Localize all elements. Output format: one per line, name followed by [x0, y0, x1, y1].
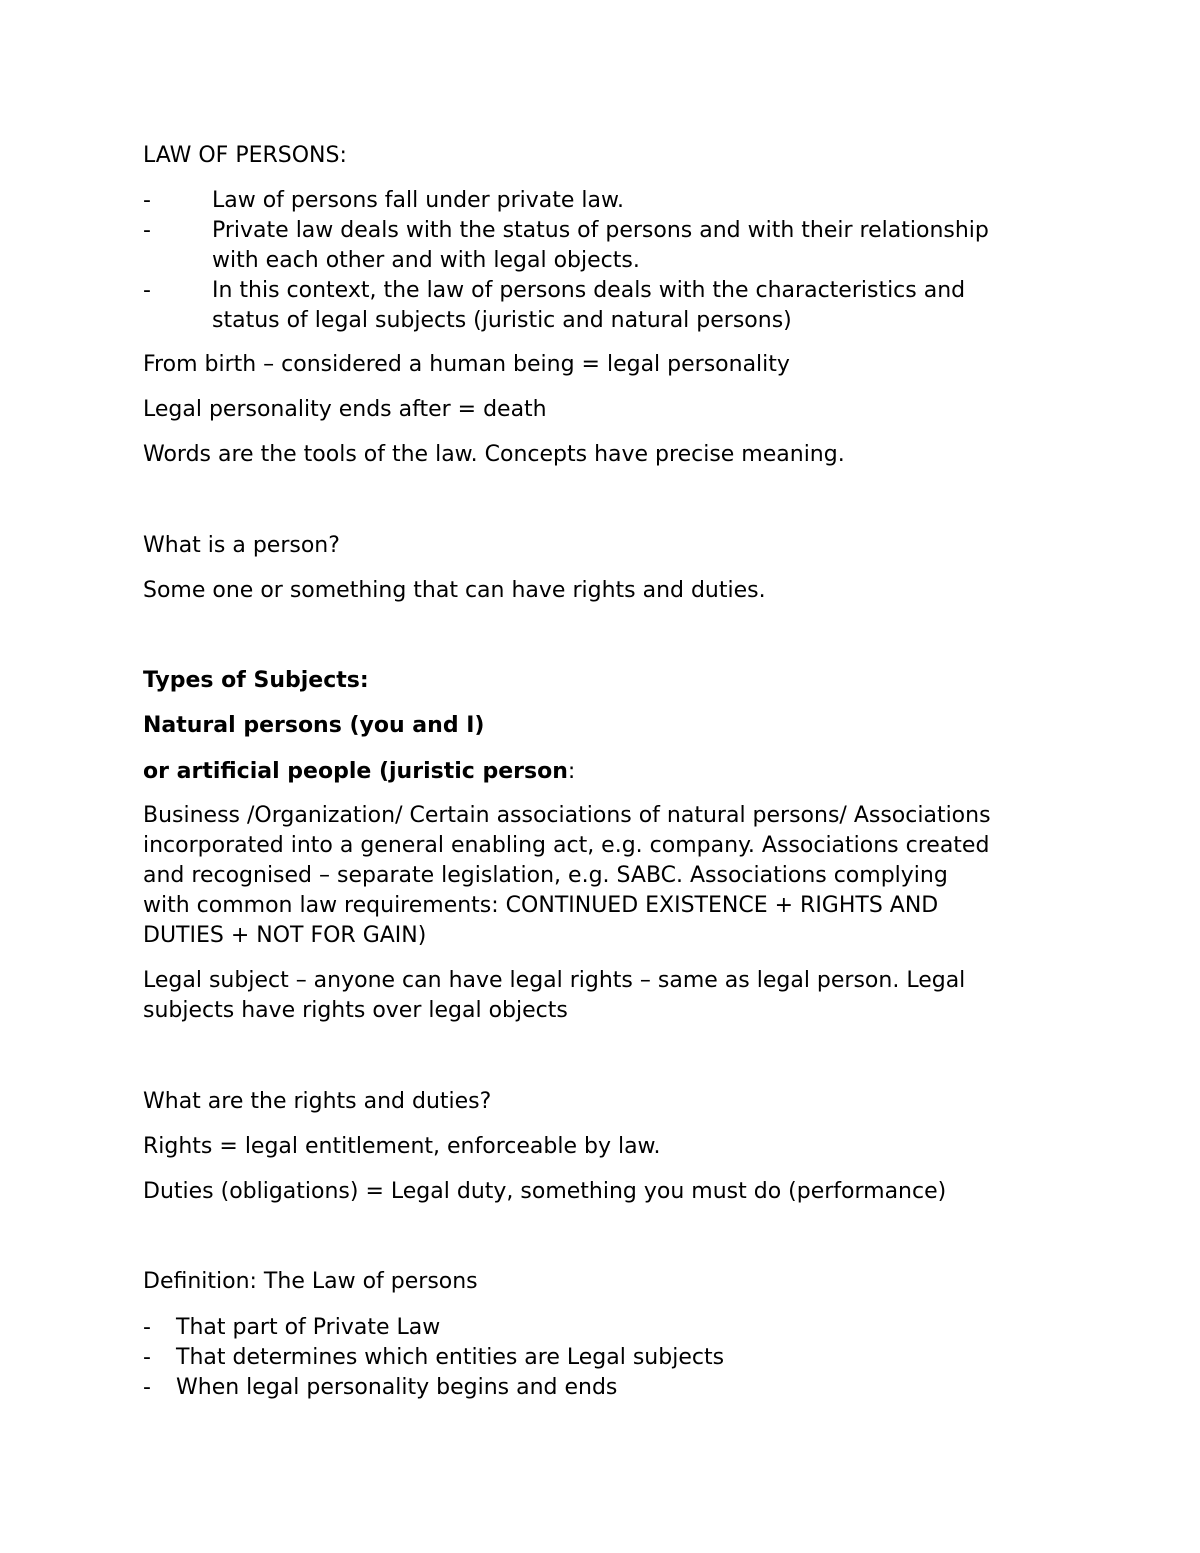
list-item: That part of Private Law [176, 1315, 441, 1340]
answer-person: Some one or something that can have rights and duties. [143, 578, 766, 603]
bullet-dash: - [143, 1315, 151, 1340]
list-item: When legal personality begins and ends [176, 1375, 618, 1400]
bullet-dash: - [143, 1345, 151, 1370]
types-heading: Types of Subjects: [143, 668, 369, 693]
paragraph-line: DUTIES + NOT FOR GAIN) [143, 923, 427, 948]
bullet-dash: - [143, 1375, 151, 1400]
paragraph-words: Words are the tools of the law. Concepts have precise meaning. [143, 442, 845, 467]
duties-line: Duties (obligations) = Legal duty, something you must do (performance) [143, 1179, 947, 1204]
list-item: Law of persons fall under private law. [212, 188, 624, 213]
paragraph-line: with common law requirements: CONTINUED EXISTENCE + RIGHTS AND [143, 893, 939, 918]
bullet-dash: - [143, 218, 151, 243]
paragraph-line: incorporated into a general enabling act, e.g. company. Associations created [143, 833, 990, 858]
artificial-colon: : [567, 759, 576, 784]
definition-heading: Definition: The Law of persons [143, 1269, 478, 1294]
list-item: That determines which entities are Legal subjects [176, 1345, 725, 1370]
artificial-people-bold: or artificial people (juristic person [143, 759, 568, 784]
paragraph-line: and recognised – separate legislation, e.g. SABC. Associations complying [143, 863, 948, 888]
list-item: Private law deals with the status of persons and with their relationship [212, 218, 989, 243]
question-person: What is a person? [143, 533, 340, 558]
question-rights: What are the rights and duties? [143, 1089, 492, 1114]
paragraph-line: Business /Organization/ Certain associations of natural persons/ Associations [143, 803, 991, 828]
list-item: In this context, the law of persons deals with the characteristics and [212, 278, 966, 303]
paragraph-death: Legal personality ends after = death [143, 397, 547, 422]
natural-persons: Natural persons (you and I) [143, 713, 485, 738]
paragraph-line: subjects have rights over legal objects [143, 998, 568, 1023]
list-item-continuation: status of legal subjects (juristic and natural persons) [212, 308, 792, 333]
artificial-people [143, 757, 575, 787]
paragraph-line: Legal subject – anyone can have legal rights – same as legal person. Legal [143, 968, 966, 993]
rights-line: Rights = legal entitlement, enforceable by law. [143, 1134, 661, 1159]
paragraph-birth: From birth – considered a human being = legal personality [143, 352, 790, 377]
list-item-continuation: with each other and with legal objects. [212, 248, 640, 273]
bullet-dash: - [143, 188, 151, 213]
page-heading: LAW OF PERSONS: [143, 143, 347, 168]
bullet-dash: - [143, 278, 151, 303]
